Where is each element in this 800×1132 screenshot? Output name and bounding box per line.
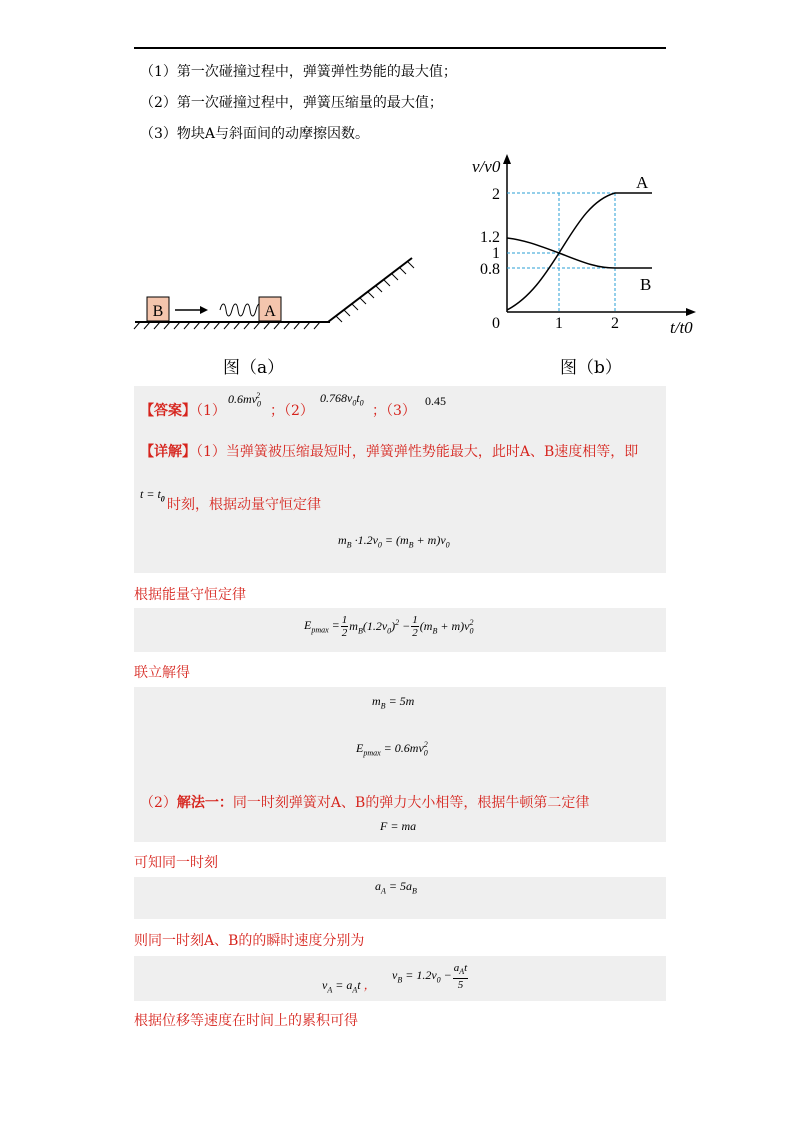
question-1: （1）第一次碰撞过程中，弹簧弹性势能的最大值； (140, 64, 457, 80)
detail-text-1: （1）当弹簧被压缩最短时，弹簧弹性势能最大，此时A、B速度相等，即 (196, 444, 639, 460)
question-3: （3）物块A与斜面间的动摩擦因数。 (140, 126, 370, 142)
answer-p1: （1） (196, 403, 226, 419)
eq-va: $v_A = a_At$ ， (322, 978, 376, 995)
curve-a-label: A (636, 173, 649, 192)
answer-value-3: 0.45 (425, 394, 446, 408)
eq-momentum: $m_B \cdot 1.2v_0 = (m_B + m)v_0$ (338, 533, 450, 550)
answer-value-1: $0.6mv_0^2$ (228, 391, 261, 409)
y-tick-0.8: 0.8 (480, 261, 500, 278)
answer-line (140, 400, 226, 420)
eq-mb: $m_B = 5m$ (372, 694, 415, 711)
answer-tag: 【答案】 (140, 403, 196, 419)
x-tick-0: 0 (492, 315, 500, 332)
figure-a-caption: 图（a） (223, 358, 285, 378)
figure-b (460, 150, 710, 350)
time-condition: $t = t_0$ (140, 487, 165, 504)
y-tick-2: 2 (492, 186, 500, 203)
detail-text-2: 时刻，根据动量守恒定律 (167, 497, 321, 513)
curve-a (507, 193, 652, 310)
solve-label: 联立解得 (134, 665, 190, 681)
arrow-right-icon (200, 306, 208, 314)
block-b-label: B (152, 303, 164, 320)
y-axis-label: v/v0 (472, 157, 501, 176)
eq-energy: $E_{pmax}$ = $\frac{1}{2}$ $m_B(1.2v_0)^2$ − $\frac{1}{2}$ $(m_B + m)v_0^2$ (304, 614, 474, 639)
block-a-label: A (264, 303, 276, 320)
x-tick-1: 1 (555, 315, 563, 332)
method-prefix: （2） (140, 795, 177, 811)
figure-b-caption: 图（b） (560, 358, 622, 378)
question-2: （2）第一次碰撞过程中，弹簧压缩量的最大值； (140, 95, 443, 111)
answer-value-2: $0.768v_0t_0$ (320, 391, 364, 408)
curve-b-label: B (640, 275, 652, 294)
energy-label: 根据能量守恒定律 (134, 587, 246, 603)
last-label: 根据位移等速度在时间上的累积可得 (134, 1013, 358, 1029)
header-rule (134, 47, 666, 49)
vel-label: 则同一时刻A、B的的瞬时速度分别为 (134, 933, 365, 949)
eq-acc: $a_A = 5a_B$ (375, 879, 417, 896)
eq-vb: $v_B = 1.2v_0$ − $\frac{a_At}{5}$ (392, 962, 468, 992)
eq-ep: $E_{pmax} = 0.6mv_0^2$ (356, 740, 428, 758)
x-axis-label: t/t0 (670, 318, 693, 337)
y-axis-arrow-icon (503, 154, 511, 164)
y-tick-1.2: 1.2 (480, 229, 500, 246)
detail-line-1 (140, 441, 638, 461)
method-text: 同一时刻弹簧对A、B的弹力大小相等，根据牛顿第二定律 (232, 795, 590, 811)
answer-sep-1: ；（2） (270, 403, 314, 419)
figure-a (130, 250, 430, 335)
method-line (140, 792, 589, 812)
know-label: 可知同一时刻 (134, 855, 218, 871)
y-tick-1: 1 (492, 245, 500, 262)
eq-newton: F = ma (380, 819, 417, 833)
detail-tag: 【详解】 (140, 444, 196, 460)
method-name: 解法一： (176, 795, 233, 811)
answer-sep-2: ；（3） (372, 403, 416, 419)
x-axis-arrow-icon (686, 308, 696, 316)
x-tick-2: 2 (611, 315, 619, 332)
